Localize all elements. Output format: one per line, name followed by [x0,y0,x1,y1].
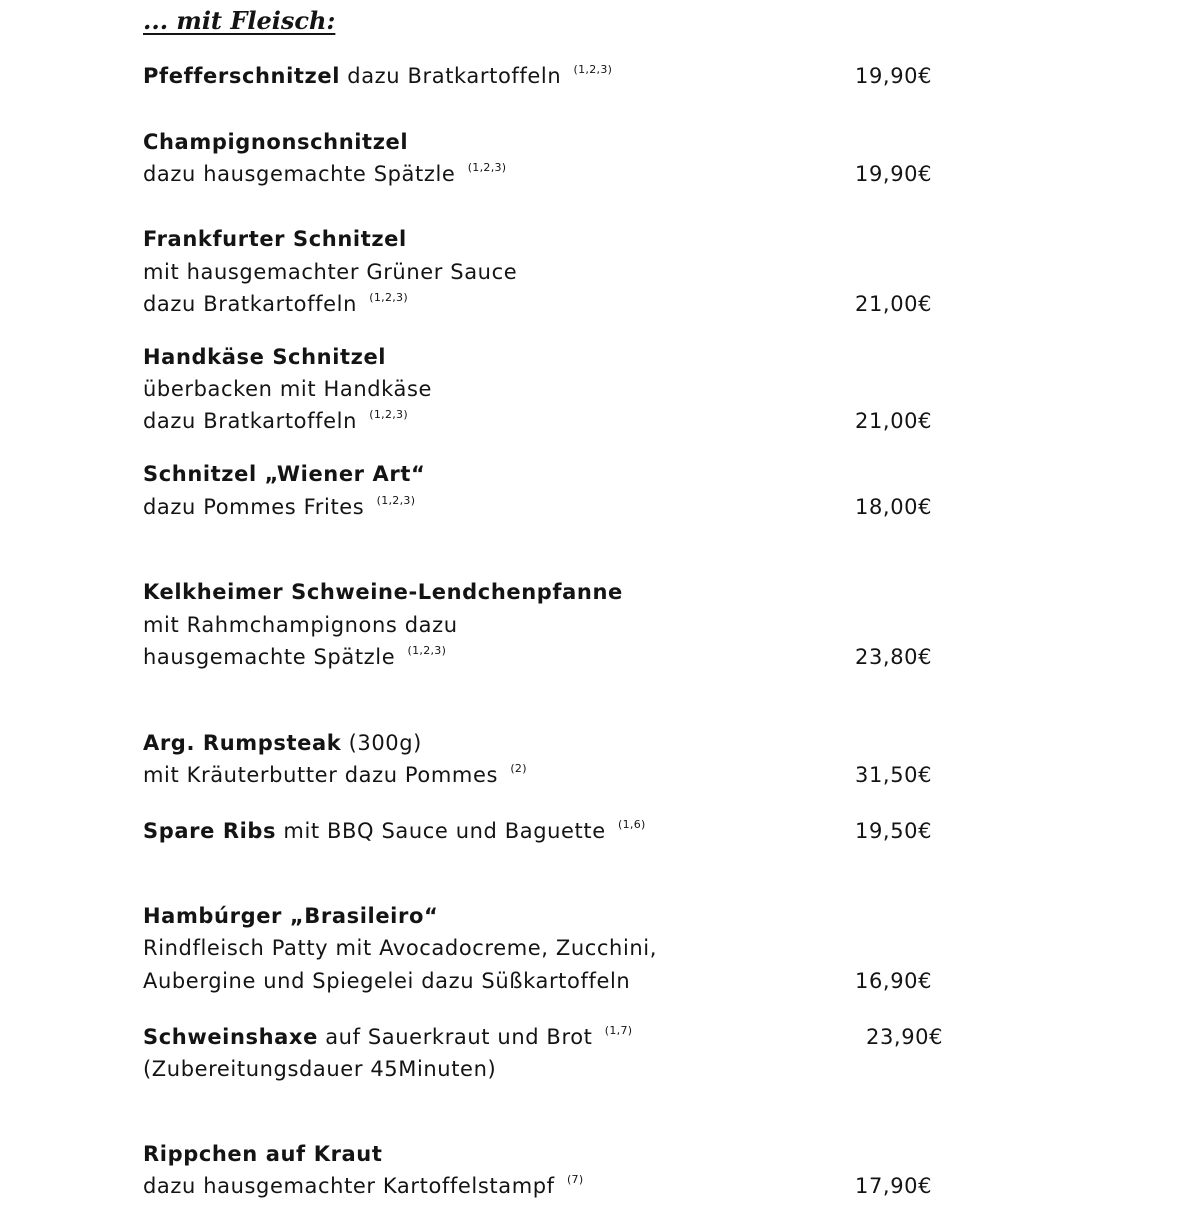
menu-item-handkaese-schnitzel [143,341,386,373]
dish-price: 23,80€ [855,645,933,669]
allergen-codes: (1,2,3) [376,494,416,507]
dish-description-line [143,932,657,964]
dish-description: dazu Pommes Frites [143,495,365,519]
dish-description-line [143,759,527,791]
dish-price: 21,00€ [855,409,933,433]
dish-name: Schnitzel „Wiener Art“ [143,462,426,486]
dish-price: 18,00€ [855,495,933,519]
allergen-codes: (2) [510,762,527,775]
menu-item-kelkheimer-lendchenpfanne [143,576,623,608]
allergen-codes: (1,2,3) [573,63,613,76]
dish-description: dazu hausgemachter Kartoffelstampf [143,1174,555,1198]
dish-name: Rippchen auf Kraut [143,1142,383,1166]
menu-item-champignonschnitzel [143,126,408,158]
menu-item-frankfurter-schnitzel [143,223,407,255]
dish-price: 17,90€ [855,1174,933,1198]
dish-description: dazu hausgemachte Spätzle [143,162,456,186]
dish-name: Spare Ribs [143,819,277,843]
dish-description: mit Kräuterbutter dazu Pommes [143,763,499,787]
dish-description: dazu Bratkartoffeln [347,64,562,88]
dish-description-line [143,609,458,641]
menu-item-hamburger-brasileiro [143,900,438,932]
dish-name: Schweinshaxe [143,1025,318,1049]
dish-description: dazu Bratkartoffeln [143,409,357,433]
menu-item-arg-rumpsteak [143,727,422,759]
menu-item-schweinshaxe [143,1021,632,1053]
dish-name: Frankfurter Schnitzel [143,227,407,251]
dish-weight: (300g) [348,731,422,755]
allergen-codes: (7) [566,1173,584,1186]
dish-name: Hambúrger „Brasileiro“ [143,904,439,928]
dish-price: 19,90€ [855,162,933,186]
dish-name: Handkäse Schnitzel [143,345,387,369]
dish-description: mit BBQ Sauce und Baguette [283,819,606,843]
allergen-codes: (1,2,3) [467,161,507,174]
menu-section-heading: ... mit Fleisch: [143,6,336,35]
dish-preparation-note: (Zubereitungsdauer 45Minuten) [143,1057,497,1081]
menu-item-rippchen-auf-kraut [143,1138,383,1170]
dish-price: 31,50€ [855,763,933,787]
dish-description: überbacken mit Handkäse [143,377,433,401]
dish-description-line [143,965,630,997]
allergen-codes: (1,7) [604,1024,633,1037]
dish-description-line [143,1053,496,1085]
allergen-codes: (1,6) [618,818,646,831]
dish-description-line [143,405,408,437]
dish-description: dazu Bratkartoffeln [143,292,357,316]
dish-description-line [143,373,432,405]
dish-price: 21,00€ [855,292,933,316]
dish-name: Arg. Rumpsteak [143,731,342,755]
allergen-codes: (1,2,3) [369,291,408,304]
dish-description-line [143,641,446,673]
dish-description-line [143,158,506,190]
dish-description: hausgemachte Spätzle [143,645,396,669]
dish-price: 16,90€ [855,969,933,993]
dish-price: 23,90€ [866,1025,944,1049]
menu-item-spare-ribs [143,815,646,847]
dish-description: Aubergine und Spiegelei dazu Süßkartoffeln [143,969,631,993]
dish-description: auf Sauerkraut und Brot [325,1025,593,1049]
dish-description: mit hausgemachter Grüner Sauce [143,260,518,284]
menu-item-pfefferschnitzel [143,60,612,92]
dish-description-line [143,1170,583,1202]
dish-price: 19,90€ [855,64,933,88]
allergen-codes: (1,2,3) [369,408,408,421]
dish-description: Rindfleisch Patty mit Avocadocreme, Zucchini, [143,936,657,960]
dish-price: 19,50€ [855,819,933,843]
dish-name: Pfefferschnitzel [143,64,340,88]
menu-item-schnitzel-wiener-art [143,458,425,490]
dish-description: mit Rahmchampignons dazu [143,613,458,637]
dish-name: Champignonschnitzel [143,130,409,154]
dish-name: Kelkheimer Schweine-Lendchenpfanne [143,580,623,604]
dish-description-line [143,256,517,288]
dish-description-line [143,288,408,320]
allergen-codes: (1,2,3) [407,644,447,657]
dish-description-line [143,491,415,523]
